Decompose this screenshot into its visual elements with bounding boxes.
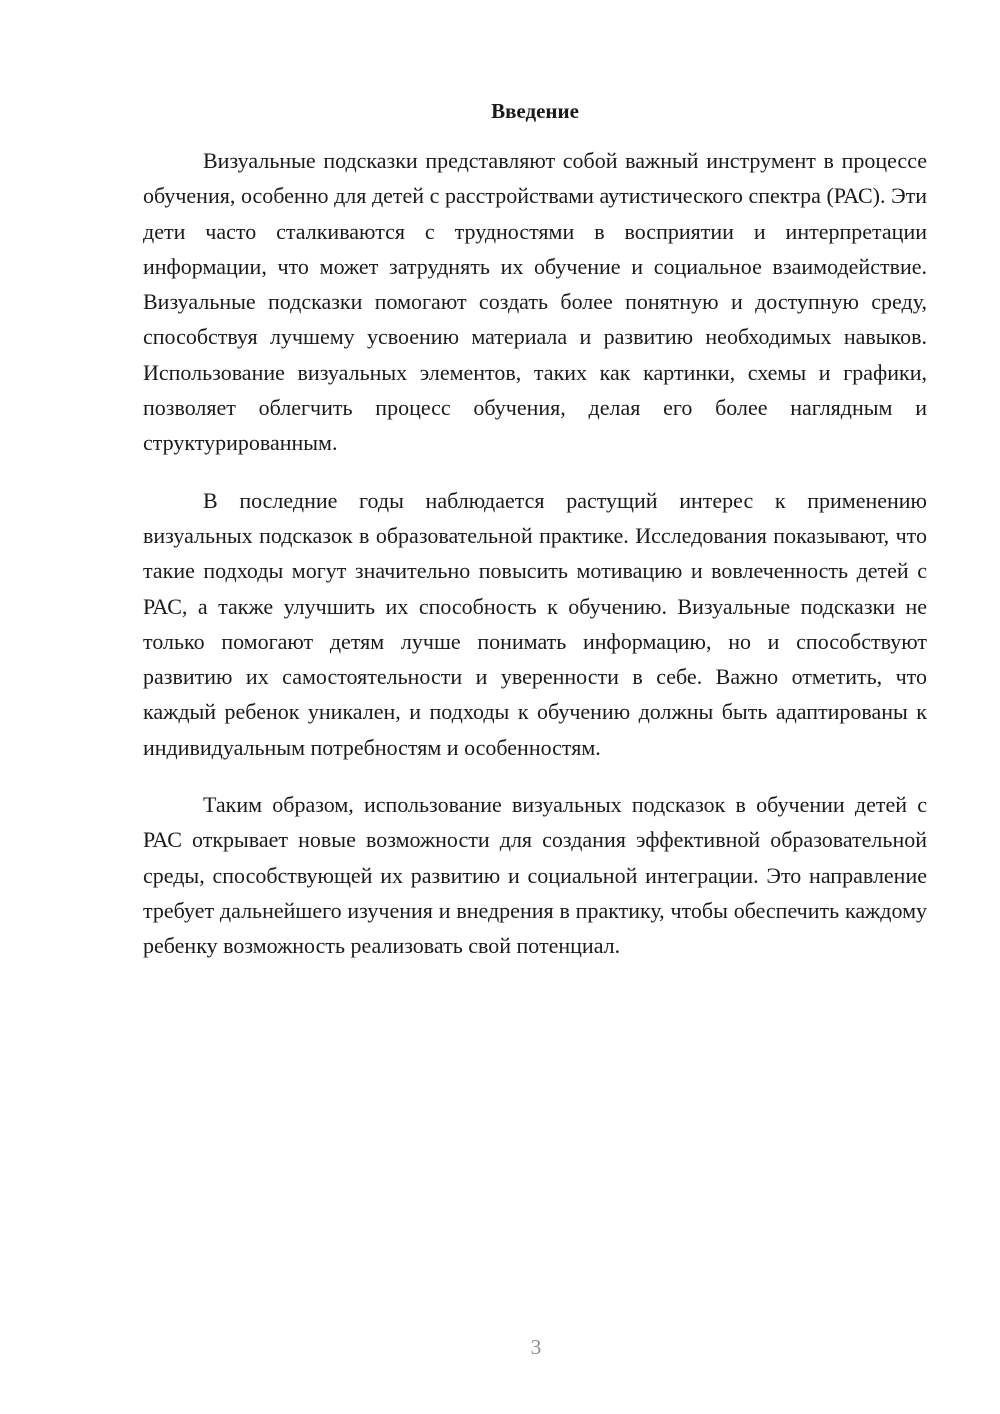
page-number: 3 <box>530 1335 542 1359</box>
paragraph-2: В последние годы наблюдается растущий интерес к применению визуальных подсказок в образовательной практике. Исследования показывают, что такие подходы могут значительно повысить мотивацию и вовлеченность детей с РАС, а также улучшить их способность к обучению. Визуальные подсказки не только помогают детям лучше понимать информацию, но и способствуют развитию их самостоятельности и уверенности в себе. Важно отметить, что каждый ребенок уникален, и подходы к обучению должны быть адаптированы к индивидуальным потребностям и особенностям. <box>143 487 927 760</box>
page-heading: Введение <box>491 99 579 123</box>
paragraph-3: Таким образом, использование визуальных подсказок в обучении детей с РАС открывает новые возможности для создания эффективной образовательной среды, способствующей их развитию и социальной интеграции. Это направление требует дальнейшего изучения и внедрения в практику, чтобы обеспечить каждому ребенку возможность реализовать свой потенциал. <box>143 792 927 959</box>
body-text <box>143 143 927 986</box>
paragraph-1: Визуальные подсказки представляют собой важный инструмент в процессе обучения, особенно для детей с расстройствами аутистического спектра (РАС). Эти дети часто сталкиваются с трудностями в восприятии и интерпретации информации, что может затруднять их обучение и социальное взаимодействие. Визуальные подсказки помогают создать более понятную и доступную среду, способствуя лучшему усвоению материала и развитию необходимых навыков. Использование визуальных элементов, таких как картинки, схемы и графики, позволяет облегчить процесс обучения, делая его более наглядным и структурированным. <box>143 148 927 456</box>
